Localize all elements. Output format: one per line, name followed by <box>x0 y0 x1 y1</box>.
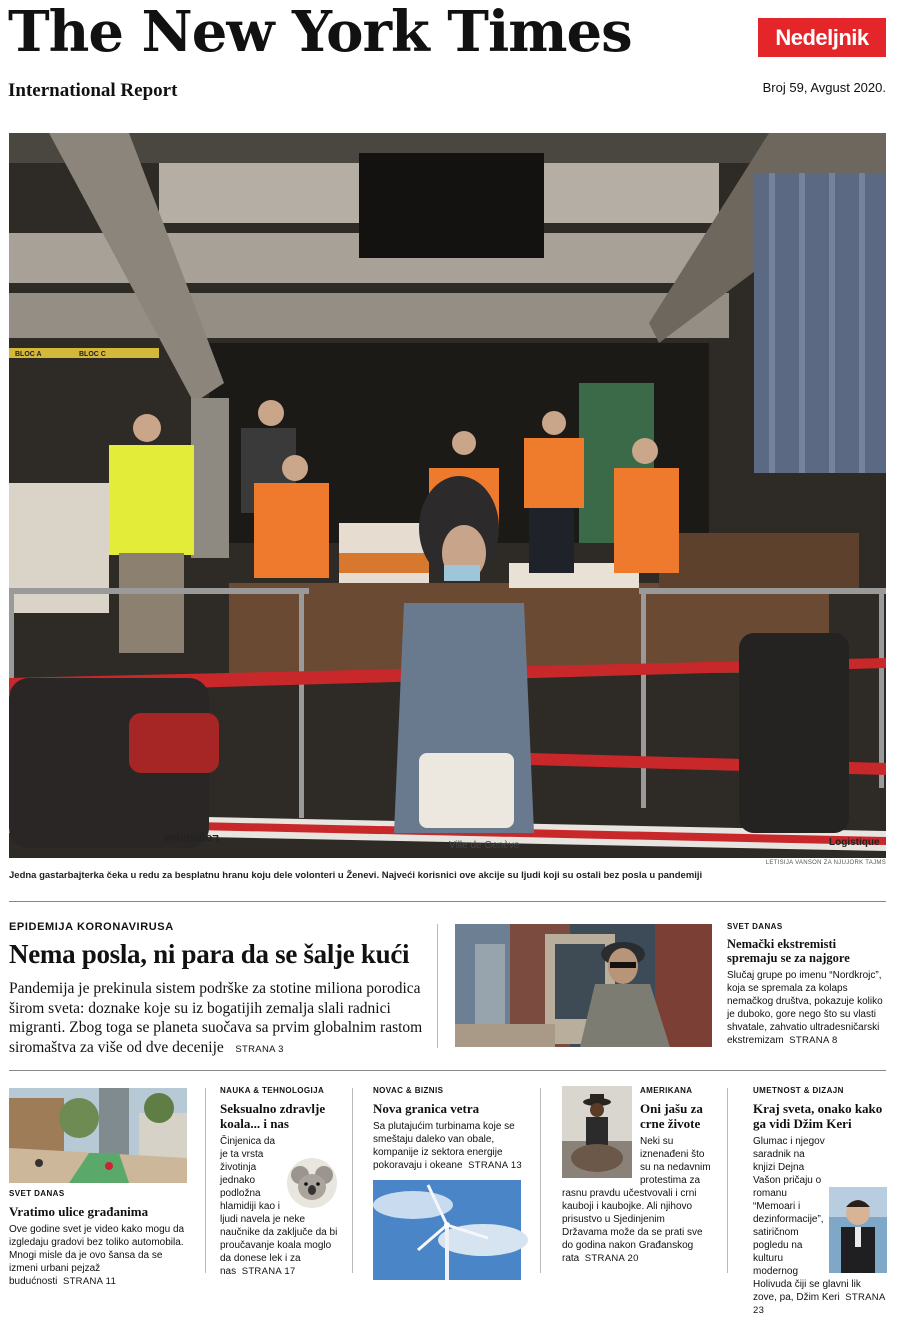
divider <box>352 1088 353 1273</box>
column-wind <box>373 1086 523 1280</box>
svg-text:BLOC C: BLOC C <box>79 351 106 358</box>
column-headline[interactable]: Kraj sveta, onako kako ga vidi Džim Keri <box>753 1101 883 1131</box>
side-headline[interactable]: Nemački ekstremisti spremaju se za najgore <box>727 937 850 965</box>
divider <box>727 1088 728 1273</box>
column-body <box>220 1135 338 1278</box>
column-kicker: UMETNOST & DIZAJN <box>753 1086 844 1095</box>
nedeljnik-badge: Nedeljnik <box>758 18 886 57</box>
column-body-text: Glumac i njegov saradnik na knjizi Dejna Vašon pričaju o romanu “Memoari i dezinformacije”, satiričnom pogledu na kulturu modernog Holivuda čiji se glavni lik zove, pa, Džim Keri <box>753 1136 861 1303</box>
divider <box>9 1070 886 1071</box>
jim-carrey-photo <box>829 1187 887 1273</box>
lead-body-text: Pandemija je prekinula sistem podrške za stotine miliona porodica širom sveta: doznake koje su iz bogatijih zemalja slali radnici migranti. Zbog toga se planeta suočava sa prvim globalnim rastom siromaštva za više od dve decenije <box>9 980 423 1056</box>
side-story <box>727 922 889 1047</box>
column-pageref[interactable]: STRANA 23 <box>753 1292 886 1316</box>
column-body-text: Neki su iznenađeni što su na nedavnim protestima za rasnu pravdu učestvovali i crni kauboji i kaubojke. Ali njihovo prisustvo u Sjedinjenim Državama može da se prati sve do godina nakon Građanskog rata <box>562 1136 711 1264</box>
koala-photo <box>286 1157 338 1209</box>
column-headline[interactable]: Nova granica vetra <box>373 1101 480 1116</box>
hero-photo <box>9 133 886 858</box>
wind-turbine-photo <box>373 1180 521 1280</box>
svg-text:Logistique: Logistique <box>829 837 880 848</box>
column-body <box>373 1120 523 1172</box>
side-story-illustration <box>455 924 712 1047</box>
column-street <box>9 1088 189 1288</box>
masthead-logo: The New York Times <box>8 0 632 65</box>
column-jim-carrey <box>753 1086 887 1317</box>
svg-text:BLOC A: BLOC A <box>15 351 42 358</box>
column-pageref[interactable]: STRANA 17 <box>241 1266 296 1277</box>
lead-headline[interactable]: Nema posla, ni para da se šalje kući <box>9 939 410 969</box>
svg-text:Logistique: Logistique <box>163 832 219 844</box>
side-pageref[interactable]: STRANA 8 <box>789 1035 838 1046</box>
side-story-photo <box>455 924 712 1047</box>
column-headline[interactable]: Seksualno zdravlje koala... i nas <box>220 1101 326 1131</box>
hero-photo-illustration <box>9 133 886 858</box>
photo-credit: LETISIJA VANSON ZA NJUJORK TAJMS <box>765 860 886 866</box>
column-body-text: Ove godine svet je video kako mogu da izgledaju gradovi bez toliko automobila. Mnogi misle da je ovo šansa da se izmeni urbani pejzaž budućnosti <box>9 1224 185 1287</box>
side-kicker: SVET DANAS <box>727 922 783 931</box>
column-body-text: Sa plutajućim turbinama koje se smeštaju daleko van obale, kompanije iz sektora energije pokoravaju i okeane <box>373 1121 515 1171</box>
divider <box>437 924 438 1048</box>
photo-caption: Jedna gastarbajterka čeka u redu za besplatnu hranu koju dele volonteri u Ženevi. Najveći korisnici ove akcije su ljudi koji su ostali bez posla u pandemiji <box>9 870 703 881</box>
svg-text:Ville de Genève: Ville de Genève <box>449 840 520 851</box>
column-headline[interactable]: Vratimo ulice građanima <box>9 1204 149 1219</box>
column-body-text: Činjenica da je ta vrsta životinja jednako podložna hlamidiji kao i ljudi navela je neke naučnike da zaključe da bi proučavanje koala moglo da donese lek i za nas <box>220 1136 338 1277</box>
column-body <box>753 1135 887 1317</box>
column-koala <box>220 1086 338 1278</box>
column-body <box>9 1223 189 1288</box>
column-headline[interactable]: Oni jašu za crne živote <box>640 1101 703 1131</box>
column-kicker: AMERIKANA <box>640 1086 693 1095</box>
cowboy-photo <box>562 1086 632 1178</box>
divider <box>205 1088 206 1273</box>
divider <box>540 1088 541 1273</box>
column-kicker: SVET DANAS <box>9 1189 65 1198</box>
lead-kicker: EPIDEMIJA KORONAVIRUSA <box>9 921 174 933</box>
column-kicker: NAUKA & TEHNOLOGIJA <box>220 1086 325 1095</box>
divider <box>9 901 886 902</box>
column-cowboys <box>562 1086 712 1265</box>
column-pageref[interactable]: STRANA 11 <box>62 1276 117 1287</box>
side-body-text: Slučaj grupe po imenu “Nordkrojc”, koja se spremala za kolaps nemačkog društva, pokazuje koliko je duboko, gore nego što su vlasti shvatale, zahvatio ultradesničarski ekstremizam <box>727 970 883 1046</box>
column-pageref[interactable]: STRANA 13 <box>468 1160 522 1171</box>
column-kicker: NOVAC & BIZNIS <box>373 1086 444 1095</box>
side-body <box>727 969 889 1047</box>
issue-info: Broj 59, Avgust 2020. <box>762 80 886 95</box>
lead-pageref[interactable]: STRANA 3 <box>235 1043 284 1055</box>
column-pageref[interactable]: STRANA 20 <box>584 1253 639 1264</box>
lead-body <box>9 979 429 1059</box>
street-photo <box>9 1088 187 1183</box>
section-title: International Report <box>8 80 178 101</box>
